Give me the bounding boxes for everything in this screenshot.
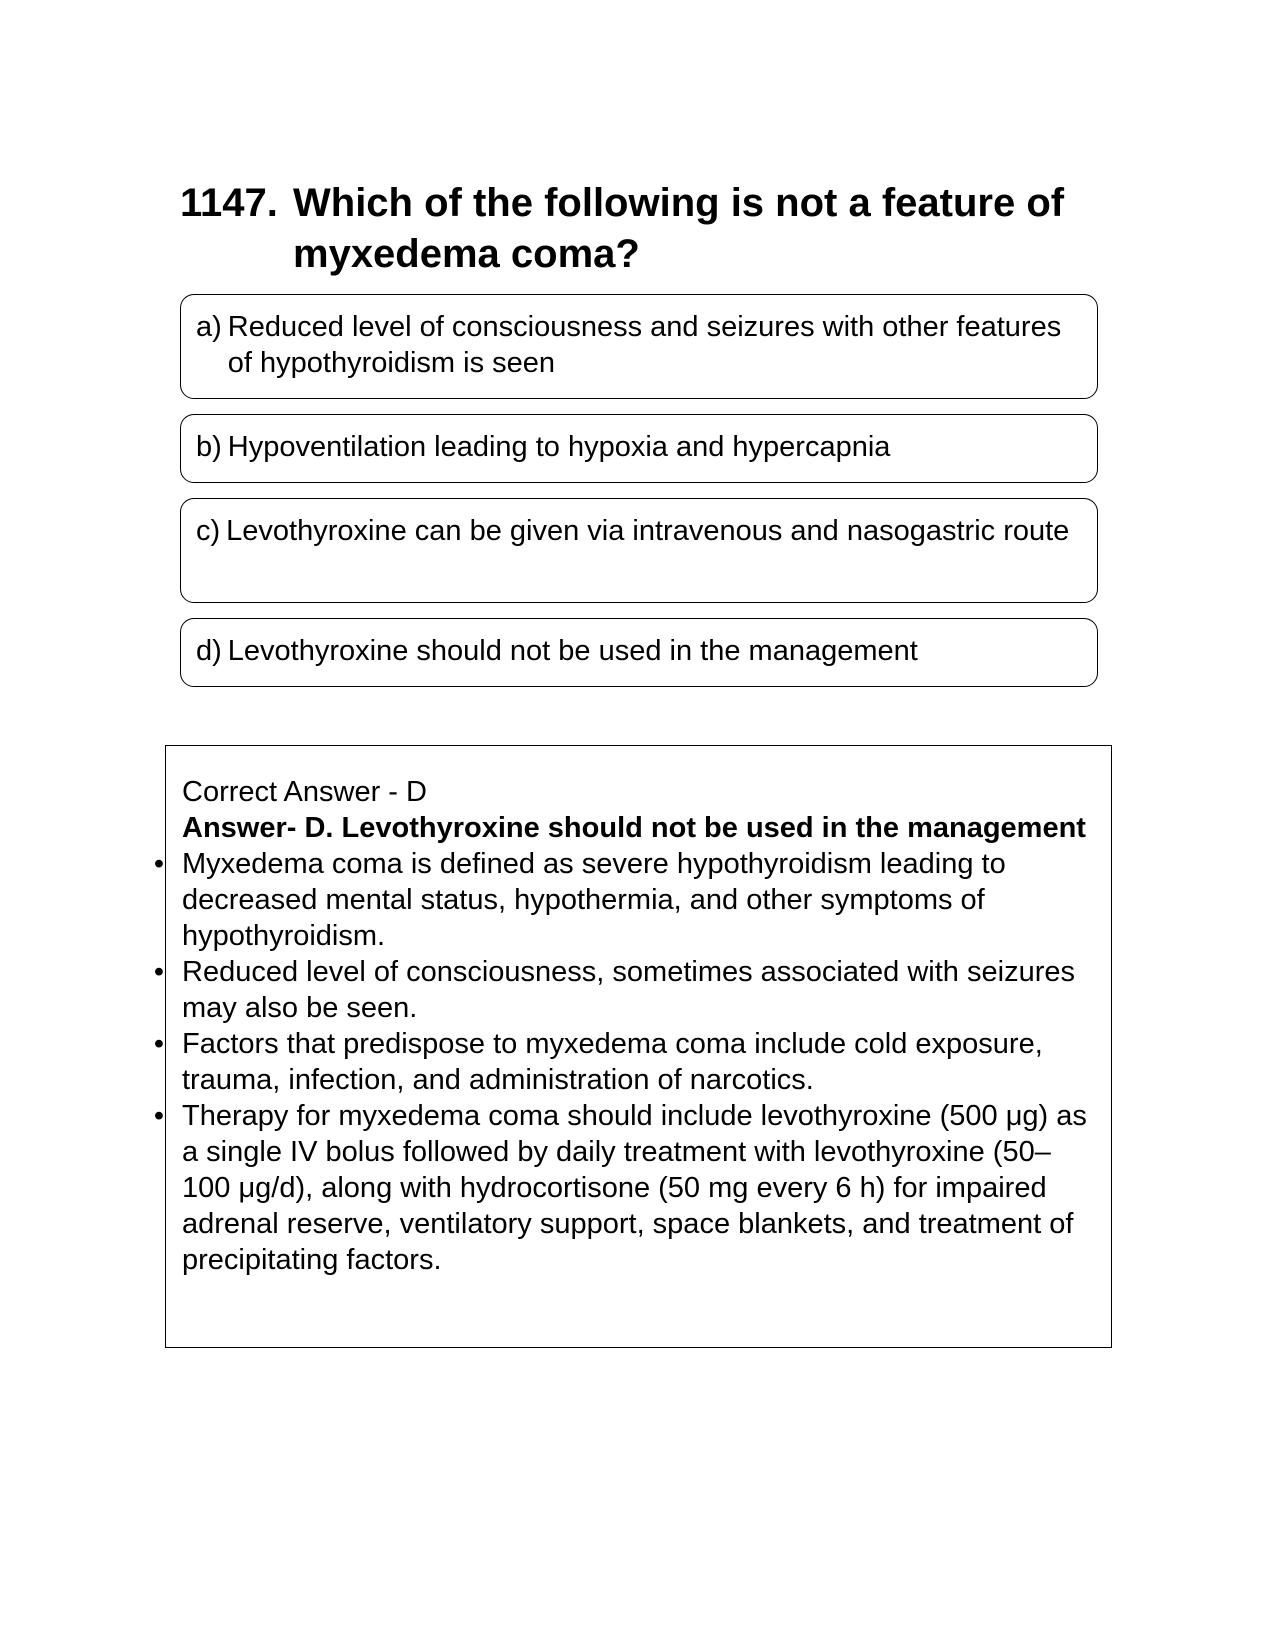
- answer-explanation-box: [153, 745, 1112, 1348]
- question-number: 1147.: [180, 181, 278, 225]
- option-text: Levothyroxine can be given via intravenous and nasogastric route: [226, 515, 1070, 547]
- option-d[interactable]: [180, 618, 1098, 687]
- list-item-text: Therapy for myxedema coma should include levothyroxine (500 μg) as a single IV bolus followed by daily treatment with levothyroxine (50–100 μg/d), along with hydrocortisone (50 mg every 6 h) for impaired adrenal reserve, ventilatory support, space blankets, and treatment of precipitating factors.: [182, 1100, 1087, 1276]
- bullet-icon: •: [153, 848, 165, 880]
- option-letter: a): [196, 311, 222, 343]
- option-text: Hypoventilation leading to hypoxia and hypercapnia: [227, 431, 891, 463]
- list-item-text: Factors that predispose to myxedema coma include cold exposure, trauma, infection, and administration of narcotics.: [182, 1028, 1043, 1096]
- option-text: Levothyroxine should not be used in the management: [227, 635, 918, 667]
- bullet-icon: •: [153, 1028, 165, 1060]
- bullet-icon: •: [153, 956, 165, 988]
- bullet-icon: •: [153, 1100, 165, 1132]
- option-letter: d): [196, 635, 222, 667]
- option-b[interactable]: [180, 414, 1098, 483]
- option-c[interactable]: [180, 498, 1098, 603]
- correct-answer-line: Correct Answer - D: [182, 776, 427, 808]
- list-item: [153, 1026, 1091, 1098]
- option-letter: b): [196, 431, 222, 463]
- list-item: [153, 846, 1091, 954]
- option-letter: c): [196, 515, 221, 547]
- list-item-text: Myxedema coma is defined as severe hypothyroidism leading to decreased mental status, hypothermia, and other symptoms of hypothyroidism.: [182, 848, 1006, 952]
- question-text: Which of the following is not a feature of myxedema coma?: [293, 181, 1065, 276]
- list-item: [153, 1098, 1091, 1278]
- list-item: [153, 954, 1091, 1026]
- option-text: Reduced level of consciousness and seizures with other features of hypothyroidism is seen: [227, 311, 1062, 379]
- question-heading: [180, 178, 1080, 280]
- explanation-list: [153, 846, 1091, 1278]
- option-a[interactable]: [180, 294, 1098, 399]
- answer-heading: Answer- D. Levothyroxine should not be used in the management: [182, 812, 1086, 844]
- list-item-text: Reduced level of consciousness, sometimes associated with seizures may also be seen.: [182, 956, 1075, 1024]
